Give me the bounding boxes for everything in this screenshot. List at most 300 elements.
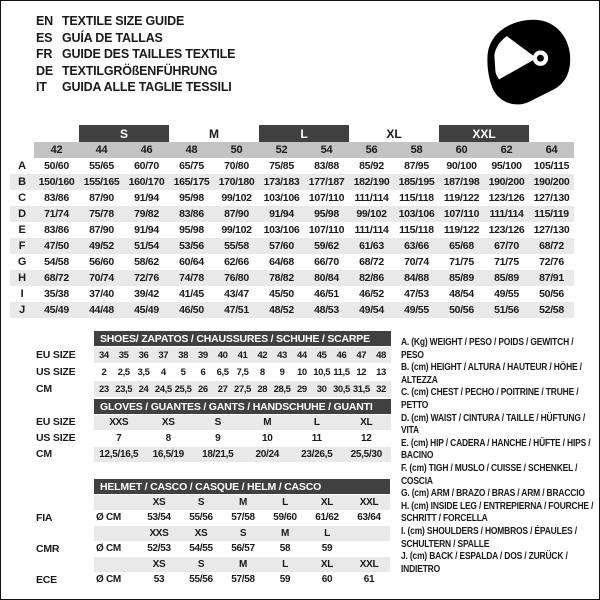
size-cell: 4 xyxy=(160,366,166,378)
legend-item: F. (cm) TIGH / MUSLO / CUISSE / SCHENKEL / COSCIA xyxy=(401,462,578,487)
size-cell: 2 xyxy=(101,366,107,378)
size-value-cell: 85/89 xyxy=(439,270,484,286)
size-value-cell: 46/51 xyxy=(314,288,339,300)
size-cell: S xyxy=(180,495,222,510)
row-label: EU SIZE xyxy=(36,349,76,361)
size-value-cell: 43/47 xyxy=(224,288,249,300)
size-cell: 20/24 xyxy=(243,447,293,463)
size-value-cell: 48/53 xyxy=(304,302,349,318)
size-cell: 41 xyxy=(233,347,253,363)
size-bar-spacer xyxy=(10,125,34,142)
row-label-empty xyxy=(36,526,94,541)
row-letter: J xyxy=(10,302,34,318)
size-value-cell: 107/110 xyxy=(308,192,345,204)
size-cell: 53/54 xyxy=(147,512,171,523)
size-value-cell: 107/110 xyxy=(439,206,484,222)
size-group-xxl: XXL xyxy=(439,125,529,142)
size-cell: L xyxy=(306,526,348,541)
size-cell: 7,5 xyxy=(236,366,249,378)
language-title: GUIDE DES TAILLES TEXTILE xyxy=(62,47,236,61)
size-cell: 13 xyxy=(376,366,386,378)
language-code: EN xyxy=(36,14,53,28)
row-letter: H xyxy=(10,270,34,286)
size-cell: 30,5 xyxy=(332,381,352,397)
row-letter: D xyxy=(10,206,34,222)
size-value-cell: 71/75 xyxy=(449,256,474,268)
size-cell: 25,5 xyxy=(173,381,193,397)
size-value-cell: 99/102 xyxy=(221,224,252,236)
size-value-cell: 68/72 xyxy=(529,238,574,254)
size-value-cell: 95/100 xyxy=(491,160,522,172)
size-column-header: 44 xyxy=(79,142,124,158)
diameter-unit-cell: Ø CM xyxy=(96,512,121,523)
diameter-unit-cell: Ø CM xyxy=(96,543,121,554)
helmet-size-table xyxy=(36,479,390,587)
size-value-cell: 87/91 xyxy=(529,270,574,286)
size-cell: 18/21,5 xyxy=(193,447,243,463)
row-letter: G xyxy=(17,256,27,268)
size-cell: L xyxy=(264,495,306,510)
size-cell: 27 xyxy=(213,381,233,397)
size-cell: 61 xyxy=(363,574,375,585)
size-value-cell: 68/72 xyxy=(359,256,384,268)
size-value-cell: 103/106 xyxy=(263,192,300,204)
size-value-cell: 72/76 xyxy=(539,256,564,268)
legend-item: C. (cm) CHEST / PECHO / POITRINE / TRUHE / PETTO xyxy=(401,387,579,411)
size-cell: 30 xyxy=(312,381,332,397)
size-value-cell: 67/70 xyxy=(484,238,529,254)
size-group-l: L xyxy=(259,125,349,142)
size-cell: 48 xyxy=(371,347,391,363)
size-group-empty xyxy=(34,125,79,142)
language-code: ES xyxy=(36,30,53,45)
size-value-cell: 111/114 xyxy=(484,206,529,222)
size-value-cell: 170/180 xyxy=(214,174,259,190)
standard-label: FIA xyxy=(36,511,53,524)
size-value-cell: 99/102 xyxy=(349,206,394,222)
size-value-cell: 190/200 xyxy=(484,174,529,190)
section-title: SHOES/ ZAPATOS / CHAUSSURES / SCHUHE / SCARPE xyxy=(94,331,391,346)
row-letter: B xyxy=(10,174,34,190)
size-cell: 6 xyxy=(200,366,206,378)
number-header-spacer xyxy=(10,142,34,158)
size-value-cell: 51/56 xyxy=(484,302,529,318)
size-cell: 58 xyxy=(279,543,291,554)
size-value-cell: 54/58 xyxy=(44,256,69,268)
size-value-cell: 127/130 xyxy=(533,224,570,236)
size-value-cell: 111/114 xyxy=(354,192,389,204)
size-column-header: 56 xyxy=(349,142,394,158)
size-cell: 32 xyxy=(371,381,391,397)
size-cell: 24 xyxy=(134,381,154,397)
size-value-cell: 111/114 xyxy=(354,224,389,236)
size-cell: 63/64 xyxy=(357,512,381,523)
size-cell: S xyxy=(180,557,222,572)
size-cell: XS xyxy=(144,415,194,431)
size-value-cell: 187/198 xyxy=(439,174,484,190)
size-cell: 2,5 xyxy=(117,366,130,378)
language-title: TEXTILE SIZE GUIDE xyxy=(62,14,185,28)
size-cell: XXS xyxy=(94,415,144,431)
size-value-cell: 115/118 xyxy=(399,192,434,204)
size-value-cell: 56/60 xyxy=(89,256,114,268)
size-cell: 12,5/16,5 xyxy=(94,447,144,463)
size-value-cell: 150/160 xyxy=(34,174,79,190)
legend-item: B. (cm) HEIGHT / ALTURA / HAUTEUR / HÖHE / ALTEZZA xyxy=(401,362,582,386)
size-cell: XL xyxy=(342,415,392,431)
size-cell xyxy=(348,526,390,541)
row-label: US SIZE xyxy=(36,366,76,378)
size-value-cell: 185/195 xyxy=(394,174,439,190)
size-cell: 38 xyxy=(173,347,193,363)
size-value-cell: 75/78 xyxy=(79,206,124,222)
size-cell: S xyxy=(193,415,243,431)
size-cell: 36 xyxy=(134,347,154,363)
legend-item: I. (cm) SHOULDERS / HOMBROS / ÉPAULES / SCHULTERN / SPALLE xyxy=(401,525,577,550)
size-cell: 8 xyxy=(259,366,265,378)
size-value-cell: 115/118 xyxy=(399,224,434,236)
size-value-cell: 119/122 xyxy=(443,224,480,236)
size-column-header: 60 xyxy=(439,142,484,158)
size-value-cell: 62/66 xyxy=(224,256,249,268)
size-value-cell: 105/115 xyxy=(533,160,570,172)
size-column-header: 64 xyxy=(529,142,574,158)
size-column-header: 62 xyxy=(484,142,529,158)
size-value-cell: 61/63 xyxy=(349,238,394,254)
size-value-cell: 37/40 xyxy=(89,288,114,300)
size-value-cell: 83/86 xyxy=(44,224,69,236)
size-value-cell: 87/90 xyxy=(89,224,114,236)
size-value-cell: 46/50 xyxy=(169,302,214,318)
size-cell: 16,5/19 xyxy=(144,447,194,463)
size-value-cell: 107/110 xyxy=(308,224,345,236)
size-value-cell: 70/74 xyxy=(404,256,429,268)
size-cell: 9 xyxy=(279,366,285,378)
size-value-cell: 41/45 xyxy=(179,288,204,300)
size-cell: 8 xyxy=(165,432,171,444)
size-value-cell: 44/48 xyxy=(79,302,124,318)
language-row xyxy=(36,30,235,47)
size-cell: 23,5 xyxy=(114,381,134,397)
size-value-cell: 47/53 xyxy=(404,288,429,300)
size-value-cell: 45/50 xyxy=(269,288,294,300)
legend-item: H. (cm) INSIDE LEG / ENTREPIERNA / FOURCHE / SCHRITT / FORCELLA xyxy=(401,500,594,525)
size-value-cell: 103/106 xyxy=(394,206,439,222)
language-row xyxy=(36,13,235,30)
size-cell: XL xyxy=(306,557,348,572)
size-value-cell: 51/54 xyxy=(124,238,169,254)
size-value-cell: 74/78 xyxy=(169,270,214,286)
size-value-cell: 45/49 xyxy=(34,302,79,318)
language-row xyxy=(36,79,235,96)
diameter-unit-cell: Ø CM xyxy=(96,574,121,585)
size-value-cell: 177/187 xyxy=(304,174,349,190)
size-cell: 57/58 xyxy=(231,512,255,523)
size-value-cell: 60/70 xyxy=(134,160,159,172)
size-cell: 34 xyxy=(94,347,114,363)
size-value-cell: 190/200 xyxy=(529,174,574,190)
size-value-cell: 182/190 xyxy=(349,174,394,190)
size-value-cell: 63/66 xyxy=(394,238,439,254)
size-cell: M xyxy=(264,526,306,541)
size-value-cell: 64/68 xyxy=(269,256,294,268)
visor-pivot-inner xyxy=(537,55,544,62)
size-value-cell: 91/94 xyxy=(134,192,159,204)
size-cell: 23 xyxy=(94,381,114,397)
language-title: GUÍA DE TALLAS xyxy=(62,30,163,45)
size-value-cell: 119/122 xyxy=(443,192,480,204)
size-cell: 43 xyxy=(272,347,292,363)
size-value-cell: 59/62 xyxy=(304,238,349,254)
diameter-unit-cell xyxy=(94,557,138,572)
size-group-xl: XL xyxy=(386,126,402,141)
size-cell: 47 xyxy=(351,347,371,363)
row-label-empty xyxy=(36,557,94,572)
size-value-cell: 127/130 xyxy=(533,192,570,204)
standard-label: ECE xyxy=(36,573,57,586)
size-cell: 59/60 xyxy=(273,512,297,523)
size-cell: S xyxy=(222,526,264,541)
size-value-cell: 47/51 xyxy=(214,302,259,318)
size-column-header: 52 xyxy=(259,142,304,158)
row-letter: A xyxy=(18,160,26,172)
language-title-block xyxy=(36,13,235,96)
size-value-cell: 83/86 xyxy=(44,192,69,204)
size-value-cell: 72/76 xyxy=(124,270,169,286)
size-cell: 7 xyxy=(116,432,122,444)
size-group-m: M xyxy=(209,126,219,141)
size-cell: 29 xyxy=(292,381,312,397)
size-group-s: S xyxy=(79,125,169,142)
language-title: GUIDA ALLE TAGLIE TESSILI xyxy=(62,80,232,94)
size-cell: 60 xyxy=(321,574,333,585)
size-value-cell: 85/89 xyxy=(484,270,529,286)
size-value-cell: 55/58 xyxy=(214,238,259,254)
size-cell: 28 xyxy=(252,381,272,397)
size-cell: 10,5 xyxy=(313,366,331,378)
size-value-cell: 82/86 xyxy=(349,270,394,286)
size-value-cell: 50/56 xyxy=(439,302,484,318)
size-cell: XS xyxy=(138,557,180,572)
size-cell: 54/55 xyxy=(189,543,213,554)
size-value-cell: 155/165 xyxy=(79,174,124,190)
helmet-icon xyxy=(479,15,575,111)
size-value-cell: 45/49 xyxy=(124,302,169,318)
gloves-size-table xyxy=(36,399,391,462)
size-value-cell: 47/50 xyxy=(34,238,79,254)
size-cell: 24,5 xyxy=(153,381,173,397)
row-letter: F xyxy=(10,238,34,254)
size-value-cell: 65/68 xyxy=(439,238,484,254)
size-column-header: 46 xyxy=(124,142,169,158)
size-value-cell: 91/94 xyxy=(134,224,159,236)
standard-label: CMR xyxy=(36,542,60,555)
size-value-cell: 80/84 xyxy=(304,270,349,286)
size-value-cell: 46/52 xyxy=(359,288,384,300)
size-column-header: 54 xyxy=(304,142,349,158)
size-value-cell: 55/65 xyxy=(89,160,114,172)
language-title: TEXTILGRÖßENFÜHRUNG xyxy=(62,63,218,78)
section-title: HELMET / CASCO / CASQUE / HELM / CASCO xyxy=(94,479,390,494)
language-code: DE xyxy=(36,63,53,78)
size-value-cell: 87/90 xyxy=(214,206,259,222)
size-value-cell: 71/75 xyxy=(494,256,519,268)
size-cell: XL xyxy=(306,495,348,510)
measurement-legend xyxy=(401,337,595,576)
size-value-cell: 103/106 xyxy=(263,224,300,236)
size-value-cell: 123/126 xyxy=(488,192,525,204)
size-cell: 11 xyxy=(311,432,322,444)
size-cell: 9 xyxy=(215,432,221,444)
size-cell: 61/62 xyxy=(315,512,339,523)
size-value-cell: 71/74 xyxy=(34,206,79,222)
size-cell: 12 xyxy=(360,432,372,444)
language-code: IT xyxy=(36,80,47,94)
size-value-cell: 115/119 xyxy=(529,206,574,222)
size-cell: 5 xyxy=(180,366,186,378)
size-cell: 40 xyxy=(213,347,233,363)
size-column-header: 58 xyxy=(394,142,439,158)
size-value-cell: 99/102 xyxy=(221,192,252,204)
size-cell: 6,5 xyxy=(216,366,229,378)
size-cell: 10 xyxy=(261,432,273,444)
row-label: US SIZE xyxy=(36,432,76,445)
legend-item: G. (cm) ARM / BRAZO / BRAS / ARM / BRACCIO xyxy=(401,488,585,500)
size-cell: XXS xyxy=(138,526,180,541)
section-title: GLOVES / GUANTES / GANTS / HANDSCHUHE / GUANTI xyxy=(94,399,391,414)
size-cell: 23/26,5 xyxy=(292,447,342,463)
size-cell: 31,5 xyxy=(351,381,371,397)
row-label-empty xyxy=(36,495,94,510)
diameter-unit-cell xyxy=(94,495,138,510)
size-value-cell: 83/86 xyxy=(169,206,214,222)
size-value-cell: 70/74 xyxy=(79,270,124,286)
legend-item: D. (cm) WAIST / CINTURA / TAILLE / HÜFTUNG / VITA xyxy=(401,412,586,437)
size-cell: 3,5 xyxy=(137,366,150,378)
size-value-cell: 57/60 xyxy=(259,238,304,254)
language-code: FR xyxy=(36,47,53,61)
size-cell: L xyxy=(292,415,342,431)
size-column-header: 48 xyxy=(169,142,214,158)
row-letter: E xyxy=(18,224,26,236)
size-value-cell: 95/98 xyxy=(179,224,204,236)
size-value-cell: 173/183 xyxy=(259,174,304,190)
size-cell: 56/57 xyxy=(231,543,255,554)
row-label: CM xyxy=(36,448,52,461)
language-row xyxy=(36,63,235,80)
size-cell: 10 xyxy=(296,366,307,378)
size-cell: 28,5 xyxy=(272,381,292,397)
size-value-cell: 35/38 xyxy=(44,288,69,300)
size-cell: M xyxy=(222,557,264,572)
size-value-cell: 87/95 xyxy=(404,160,429,172)
size-value-cell: 49/55 xyxy=(394,302,439,318)
size-cell: 45 xyxy=(312,347,332,363)
size-value-cell: 91/94 xyxy=(259,206,304,222)
size-cell: L xyxy=(264,557,306,572)
size-value-cell: 160/170 xyxy=(124,174,169,190)
size-value-cell: 39/42 xyxy=(134,288,159,300)
size-cell: 55/56 xyxy=(189,512,213,523)
size-cell: XS xyxy=(138,495,180,510)
size-value-cell: 53/56 xyxy=(169,238,214,254)
size-value-cell: 95/98 xyxy=(179,192,204,204)
size-cell: XXL xyxy=(348,495,390,510)
legend-item: E. (cm) HIP / CADERA / HANCHE / HÜFTE / HIPS / BACINO xyxy=(401,437,591,462)
size-value-cell: 90/100 xyxy=(446,160,477,172)
size-cell: 52/53 xyxy=(147,543,171,554)
size-cell: 57/58 xyxy=(231,574,255,585)
size-cell: M xyxy=(243,415,293,431)
size-value-cell: 49/54 xyxy=(349,302,394,318)
size-value-cell: 65/75 xyxy=(179,160,204,172)
size-value-cell: 48/54 xyxy=(449,288,474,300)
size-cell: 46 xyxy=(332,347,352,363)
size-cell: 12 xyxy=(356,366,367,378)
row-letter: C xyxy=(18,192,26,204)
size-value-cell: 79/82 xyxy=(124,206,169,222)
size-value-cell: 87/90 xyxy=(89,192,114,204)
size-cell: 55/56 xyxy=(189,574,213,585)
size-value-cell: 123/126 xyxy=(488,224,525,236)
size-value-cell: 48/52 xyxy=(259,302,304,318)
size-cell: 37 xyxy=(153,347,173,363)
size-value-cell: 68/72 xyxy=(34,270,79,286)
size-cell: 11,5 xyxy=(333,366,350,378)
textile-size-table xyxy=(10,125,574,318)
size-value-cell: 60/64 xyxy=(179,256,204,268)
size-cell: M xyxy=(222,495,264,510)
size-cell: 44 xyxy=(292,347,312,363)
size-column-header: 42 xyxy=(34,142,79,158)
size-value-cell: 50/56 xyxy=(539,288,564,300)
size-value-cell: 95/98 xyxy=(304,206,349,222)
shoes-size-table xyxy=(36,331,391,397)
size-value-cell: 49/52 xyxy=(79,238,124,254)
size-group-empty xyxy=(529,125,574,142)
size-value-cell: 52/58 xyxy=(529,302,574,318)
legend-item: A. (Kg) WEIGHT / PESO / POIDS / GEWITCH / PESO xyxy=(401,337,574,361)
legend-item: J. (cm) BACK / ESPALDA / DOS / ZURÜCK / INDIETRO xyxy=(401,551,568,575)
size-cell: 26 xyxy=(193,381,213,397)
row-label: EU SIZE xyxy=(36,416,76,429)
row-letter: I xyxy=(20,288,24,300)
size-value-cell: 75/85 xyxy=(269,160,294,172)
row-label: CM xyxy=(36,383,52,395)
size-value-cell: 85/92 xyxy=(359,160,384,172)
size-value-cell: 78/82 xyxy=(259,270,304,286)
size-cell: 25,5/30 xyxy=(342,447,392,463)
size-value-cell: 76/80 xyxy=(214,270,259,286)
size-value-cell: 58/62 xyxy=(134,256,159,268)
size-value-cell: 50/60 xyxy=(44,160,69,172)
size-cell: 53 xyxy=(153,574,165,585)
size-cell: 59 xyxy=(321,543,333,554)
size-cell: 27,5 xyxy=(233,381,253,397)
size-cell: 35 xyxy=(114,347,134,363)
size-value-cell: 83/88 xyxy=(314,160,339,172)
diameter-unit-cell xyxy=(94,526,138,541)
language-row xyxy=(36,46,235,63)
size-value-cell: 70/80 xyxy=(224,160,249,172)
size-cell: XS xyxy=(180,526,222,541)
size-value-cell: 66/70 xyxy=(314,256,339,268)
size-column-header: 50 xyxy=(214,142,259,158)
size-cell: 59 xyxy=(279,574,291,585)
size-cell: XXL xyxy=(348,557,390,572)
size-value-cell: 165/175 xyxy=(169,174,214,190)
size-cell xyxy=(348,541,390,556)
